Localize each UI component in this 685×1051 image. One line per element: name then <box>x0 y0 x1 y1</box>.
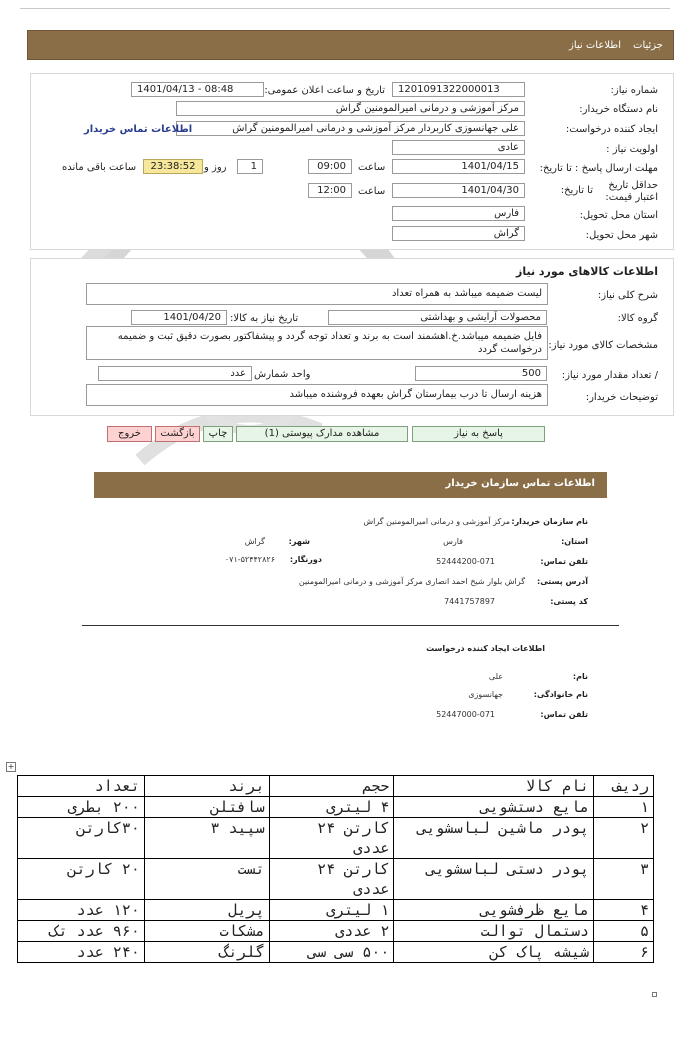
table-cell: ۱۲۰ عدد <box>18 900 145 921</box>
header-cell: تعداد <box>18 776 145 797</box>
contact-postal-value: 7441757897 <box>444 597 495 606</box>
buyer-notes-field: هزینه ارسال تا درب بیمارستان گراش بعهده فروشنده میباشد <box>86 384 548 406</box>
org-label: نام سازمان خریدار: <box>511 517 588 526</box>
quantity-label: / تعداد مقدار مورد نیاز: <box>561 370 658 381</box>
contact-address-value: گراش بلوار شیخ احمد انصاری مرکز آموزشی و درمانی امیرالمومنین <box>298 577 525 586</box>
buyer-org-field: مرکز آموزشی و درمانی امیرالمومنین گراش <box>176 101 525 116</box>
buyer-contact-link[interactable]: اطلاعات تماس خریدار <box>84 124 193 135</box>
city-field: گراش <box>392 226 525 241</box>
org-value: مرکز آموزشی و درمانی امیرالمومنین گراش <box>363 517 510 526</box>
validity-date-field: 1401/04/30 <box>392 183 525 198</box>
table-cell: پودر دستی لباسشویی <box>394 859 594 900</box>
table-cell: پریل <box>144 900 269 921</box>
creator-family-value: جهانسوزی <box>468 690 503 699</box>
need-number-field: 1201091322000013 <box>392 82 525 97</box>
city-label: شهر محل تحویل: <box>585 230 658 241</box>
table-cell: شیشه پاک کن <box>394 942 594 963</box>
days-label: روز و <box>204 162 227 173</box>
buyer-org-label: نام دستگاه خریدار: <box>579 104 658 115</box>
deadline-date-field: 1401/04/15 <box>392 159 525 174</box>
priority-label: اولویت نیاز : <box>606 144 658 155</box>
min-validity-until-label: تا تاریخ: <box>560 185 593 196</box>
table-cell: ۶ <box>594 942 654 963</box>
table-cell: سپید ۳ <box>144 818 269 859</box>
header-cell: نام کالا <box>394 776 594 797</box>
min-validity-label: حداقل تاریخ اعتبار قیمت: <box>605 180 658 203</box>
goods-section-title: اطلاعات کالاهای مورد نیاز <box>516 265 658 278</box>
table-cell: کارتن ۲۴ عددی <box>269 818 394 859</box>
contact-phone-value: 52444200-071 <box>436 557 495 566</box>
table-cell: گلرنگ <box>144 942 269 963</box>
back-button[interactable]: بازگشت <box>155 426 200 442</box>
creator-name-value: علی <box>488 672 503 681</box>
validity-time-label: ساعت <box>358 186 386 197</box>
top-divider <box>20 8 670 9</box>
table-cell: سافتلن <box>144 797 269 818</box>
table-cell: ۵۰۰ سی سی <box>269 942 394 963</box>
tab-need-info[interactable]: اطلاعات نیاز <box>569 40 622 51</box>
contact-city-label: شهر: <box>288 537 310 546</box>
creator-family-label: نام خانوادگی: <box>533 690 588 699</box>
need-date-field: 1401/04/20 <box>131 310 227 325</box>
header-cell: ردیف <box>594 776 654 797</box>
spec-label: مشخصات کالای مورد نیاز: <box>548 340 658 351</box>
general-desc-label: شرح کلی نیاز: <box>597 290 658 301</box>
creator-tel-value: 52447000-071 <box>436 710 495 719</box>
creator-field: علی جهانسوزی کاربردار مرکز آموزشی و درمانی امیرالمومنین گراش <box>176 121 525 136</box>
table-cell: ۹۶۰ عدد تک <box>18 921 145 942</box>
table-row <box>18 818 654 859</box>
unit-label: واحد شمارش <box>254 369 311 380</box>
contact-postal-label: کد پستی: <box>550 597 588 606</box>
table-cell: دستمال توالت <box>394 921 594 942</box>
province-label: استان محل تحویل: <box>579 210 658 221</box>
exit-button[interactable]: خروج <box>107 426 152 442</box>
contact-province-label: استان: <box>561 537 588 546</box>
table-move-handle[interactable]: + <box>7 762 15 771</box>
creator-label: ایجاد کننده درخواست: <box>565 124 658 135</box>
table-cell: ۲ عددی <box>269 921 394 942</box>
priority-field: عادی <box>392 140 525 155</box>
page-header <box>27 30 674 60</box>
spec-field: فایل ضمیمه میباشد.خ.اهشمند است به برند و تعداد توجه گردد و پیشفاکتور بصورت دقیق ثبت و ضمیمه درخواست گردد <box>86 326 548 360</box>
validity-time-field: 12:00 <box>308 183 352 198</box>
need-number-label: شماره نیاز: <box>610 85 658 96</box>
table-row <box>18 859 654 900</box>
need-date-label: تاریخ نیاز به کالا: <box>230 313 299 324</box>
table-cell: تست <box>144 859 269 900</box>
table-cell: ۱ <box>594 797 654 818</box>
deadline-time-label: ساعت <box>358 162 386 173</box>
unit-field: عدد <box>98 366 252 381</box>
table-cell: ۴ <box>594 900 654 921</box>
table-row <box>18 942 654 963</box>
goods-group-field: محصولات آرایشی و بهداشتی <box>328 310 547 325</box>
table-cell: مشکات <box>144 921 269 942</box>
goods-group-label: گروه کالا: <box>617 313 658 324</box>
items-table <box>17 775 654 963</box>
table-cell: ۲۴۰ عدد <box>18 942 145 963</box>
contact-phone-label: تلفن تماس: <box>540 557 588 566</box>
contact-fax-label: دورنگار: <box>289 555 322 564</box>
days-field: 1 <box>237 159 263 174</box>
quantity-field: 500 <box>415 366 547 381</box>
table-cell: ۳ <box>594 859 654 900</box>
general-desc-field: لیست ضمیمه میباشد به همراه تعداد <box>86 283 548 305</box>
creator-tel-label: تلفن تماس: <box>540 710 588 719</box>
remaining-label: ساعت باقی مانده <box>62 162 137 173</box>
reply-button[interactable]: پاسخ به نیاز <box>412 426 545 442</box>
table-cell: کارتن ۲۴ عددی <box>269 859 394 900</box>
attachments-button[interactable]: مشاهده مدارک پیوستی (1) <box>236 426 408 442</box>
table-resize-handle[interactable] <box>652 992 657 997</box>
table-cell: ۲۰۰ بطری <box>18 797 145 818</box>
table-cell: ۵ <box>594 921 654 942</box>
announce-date-field: 1401/04/13 - 08:48 <box>131 82 264 97</box>
print-button[interactable]: چاپ <box>203 426 233 442</box>
announce-date-label: تاریخ و ساعت اعلان عمومی: <box>264 85 385 96</box>
table-cell: مایع دستشویی <box>394 797 594 818</box>
creator-name-label: نام: <box>572 672 588 681</box>
table-row <box>18 921 654 942</box>
section-divider <box>82 625 619 626</box>
buyer-notes-label: توضیحات خریدار: <box>585 392 658 403</box>
contact-city-value: گراش <box>244 537 265 546</box>
tab-details[interactable]: جزئیات <box>633 40 663 51</box>
contact-address-label: آدرس پستی: <box>537 577 588 586</box>
deadline-label: مهلت ارسال پاسخ : تا تاریخ: <box>539 163 658 174</box>
table-cell: ۲ <box>594 818 654 859</box>
table-cell: مایع ظرفشویی <box>394 900 594 921</box>
remaining-time-field: 23:38:52 <box>143 159 203 174</box>
deadline-time-field: 09:00 <box>308 159 352 174</box>
table-cell: ۲۰ کارتن <box>18 859 145 900</box>
table-cell: ۱ لیتری <box>269 900 394 921</box>
creator-info-title: اطلاعات ایجاد کننده درخواست <box>426 644 545 653</box>
table-row <box>18 900 654 921</box>
contact-province-value: فارس <box>443 537 463 546</box>
table-cell: پودر ماشین لباسشویی <box>394 818 594 859</box>
table-cell: ۳۰کارتن <box>18 818 145 859</box>
table-row <box>18 797 654 818</box>
contact-bar-title: اطلاعات تماس سازمان خریدار <box>445 478 595 489</box>
table-cell: ۴ لیتری <box>269 797 394 818</box>
table-header-row <box>18 776 654 797</box>
contact-title-bar <box>94 472 607 498</box>
header-cell: برند <box>144 776 269 797</box>
header-cell: حجم <box>269 776 394 797</box>
province-field: فارس <box>392 206 525 221</box>
contact-fax-value: ۰۷۱-۵۲۴۴۲۸۲۶ <box>224 555 275 564</box>
